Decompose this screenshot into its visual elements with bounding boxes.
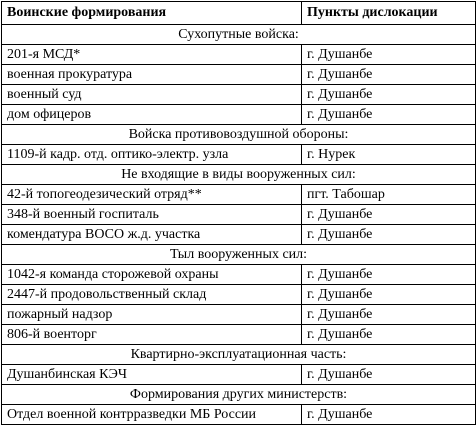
location-cell: г. Душанбе bbox=[302, 225, 476, 245]
section-row bbox=[2, 345, 476, 365]
location-cell: г. Душанбе bbox=[302, 105, 476, 125]
unit-cell: 42-й топогеодезический отряд** bbox=[2, 185, 302, 205]
location-cell: пгт. Табошар bbox=[302, 185, 476, 205]
section-row bbox=[2, 125, 476, 145]
location-cell: г. Душанбе bbox=[302, 205, 476, 225]
header-units: Воинские формирования bbox=[2, 2, 302, 25]
section-row bbox=[2, 165, 476, 185]
header-locations: Пункты дислокации bbox=[302, 2, 476, 25]
table-row bbox=[2, 85, 476, 105]
unit-cell: 2447-й продовольственный склад bbox=[2, 285, 302, 305]
section-row bbox=[2, 25, 476, 45]
table-row bbox=[2, 145, 476, 165]
unit-cell: дом офицеров bbox=[2, 105, 302, 125]
unit-cell: Душанбинская КЭЧ bbox=[2, 365, 302, 385]
unit-cell: комендатура ВОСО ж.д. участка bbox=[2, 225, 302, 245]
unit-cell: 348-й военный госпиталь bbox=[2, 205, 302, 225]
table-row bbox=[2, 325, 476, 345]
unit-cell: военный суд bbox=[2, 85, 302, 105]
unit-cell: 806-й военторг bbox=[2, 325, 302, 345]
section-row bbox=[2, 385, 476, 405]
table-row bbox=[2, 65, 476, 85]
table-row bbox=[2, 305, 476, 325]
table-row bbox=[2, 185, 476, 205]
table-row bbox=[2, 365, 476, 385]
location-cell: г. Душанбе bbox=[302, 365, 476, 385]
dislocation-table bbox=[1, 1, 476, 425]
header-row bbox=[2, 2, 476, 25]
unit-cell: 1042-я команда сторожевой охраны bbox=[2, 265, 302, 285]
location-cell: г. Душанбе bbox=[302, 45, 476, 65]
location-cell: г. Душанбе bbox=[302, 405, 476, 425]
location-cell: г. Душанбе bbox=[302, 65, 476, 85]
table-header bbox=[2, 2, 476, 25]
table-body bbox=[2, 25, 476, 425]
section-row bbox=[2, 245, 476, 265]
location-cell: г. Душанбе bbox=[302, 265, 476, 285]
location-cell: г. Душанбе bbox=[302, 85, 476, 105]
section-heading: Войска противовоздушной обороны: bbox=[2, 125, 476, 145]
unit-cell: пожарный надзор bbox=[2, 305, 302, 325]
table-row bbox=[2, 285, 476, 305]
unit-cell: 1109-й кадр. отд. оптико-электр. узла bbox=[2, 145, 302, 165]
table-row bbox=[2, 45, 476, 65]
location-cell: г. Душанбе bbox=[302, 325, 476, 345]
table-row bbox=[2, 405, 476, 425]
unit-cell: Отдел военной контрразведки МБ России bbox=[2, 405, 302, 425]
table-row bbox=[2, 265, 476, 285]
section-heading: Квартирно-эксплуатационная часть: bbox=[2, 345, 476, 365]
table-row bbox=[2, 205, 476, 225]
location-cell: г. Нурек bbox=[302, 145, 476, 165]
section-heading: Не входящие в виды вооруженных сил: bbox=[2, 165, 476, 185]
location-cell: г. Душанбе bbox=[302, 285, 476, 305]
section-heading: Формирования других министерств: bbox=[2, 385, 476, 405]
table-row bbox=[2, 225, 476, 245]
location-cell: г. Душанбе bbox=[302, 305, 476, 325]
unit-cell: военная прокуратура bbox=[2, 65, 302, 85]
section-heading: Сухопутные войска: bbox=[2, 25, 476, 45]
unit-cell: 201-я МСД* bbox=[2, 45, 302, 65]
section-heading: Тыл вооруженных сил: bbox=[2, 245, 476, 265]
table-row bbox=[2, 105, 476, 125]
